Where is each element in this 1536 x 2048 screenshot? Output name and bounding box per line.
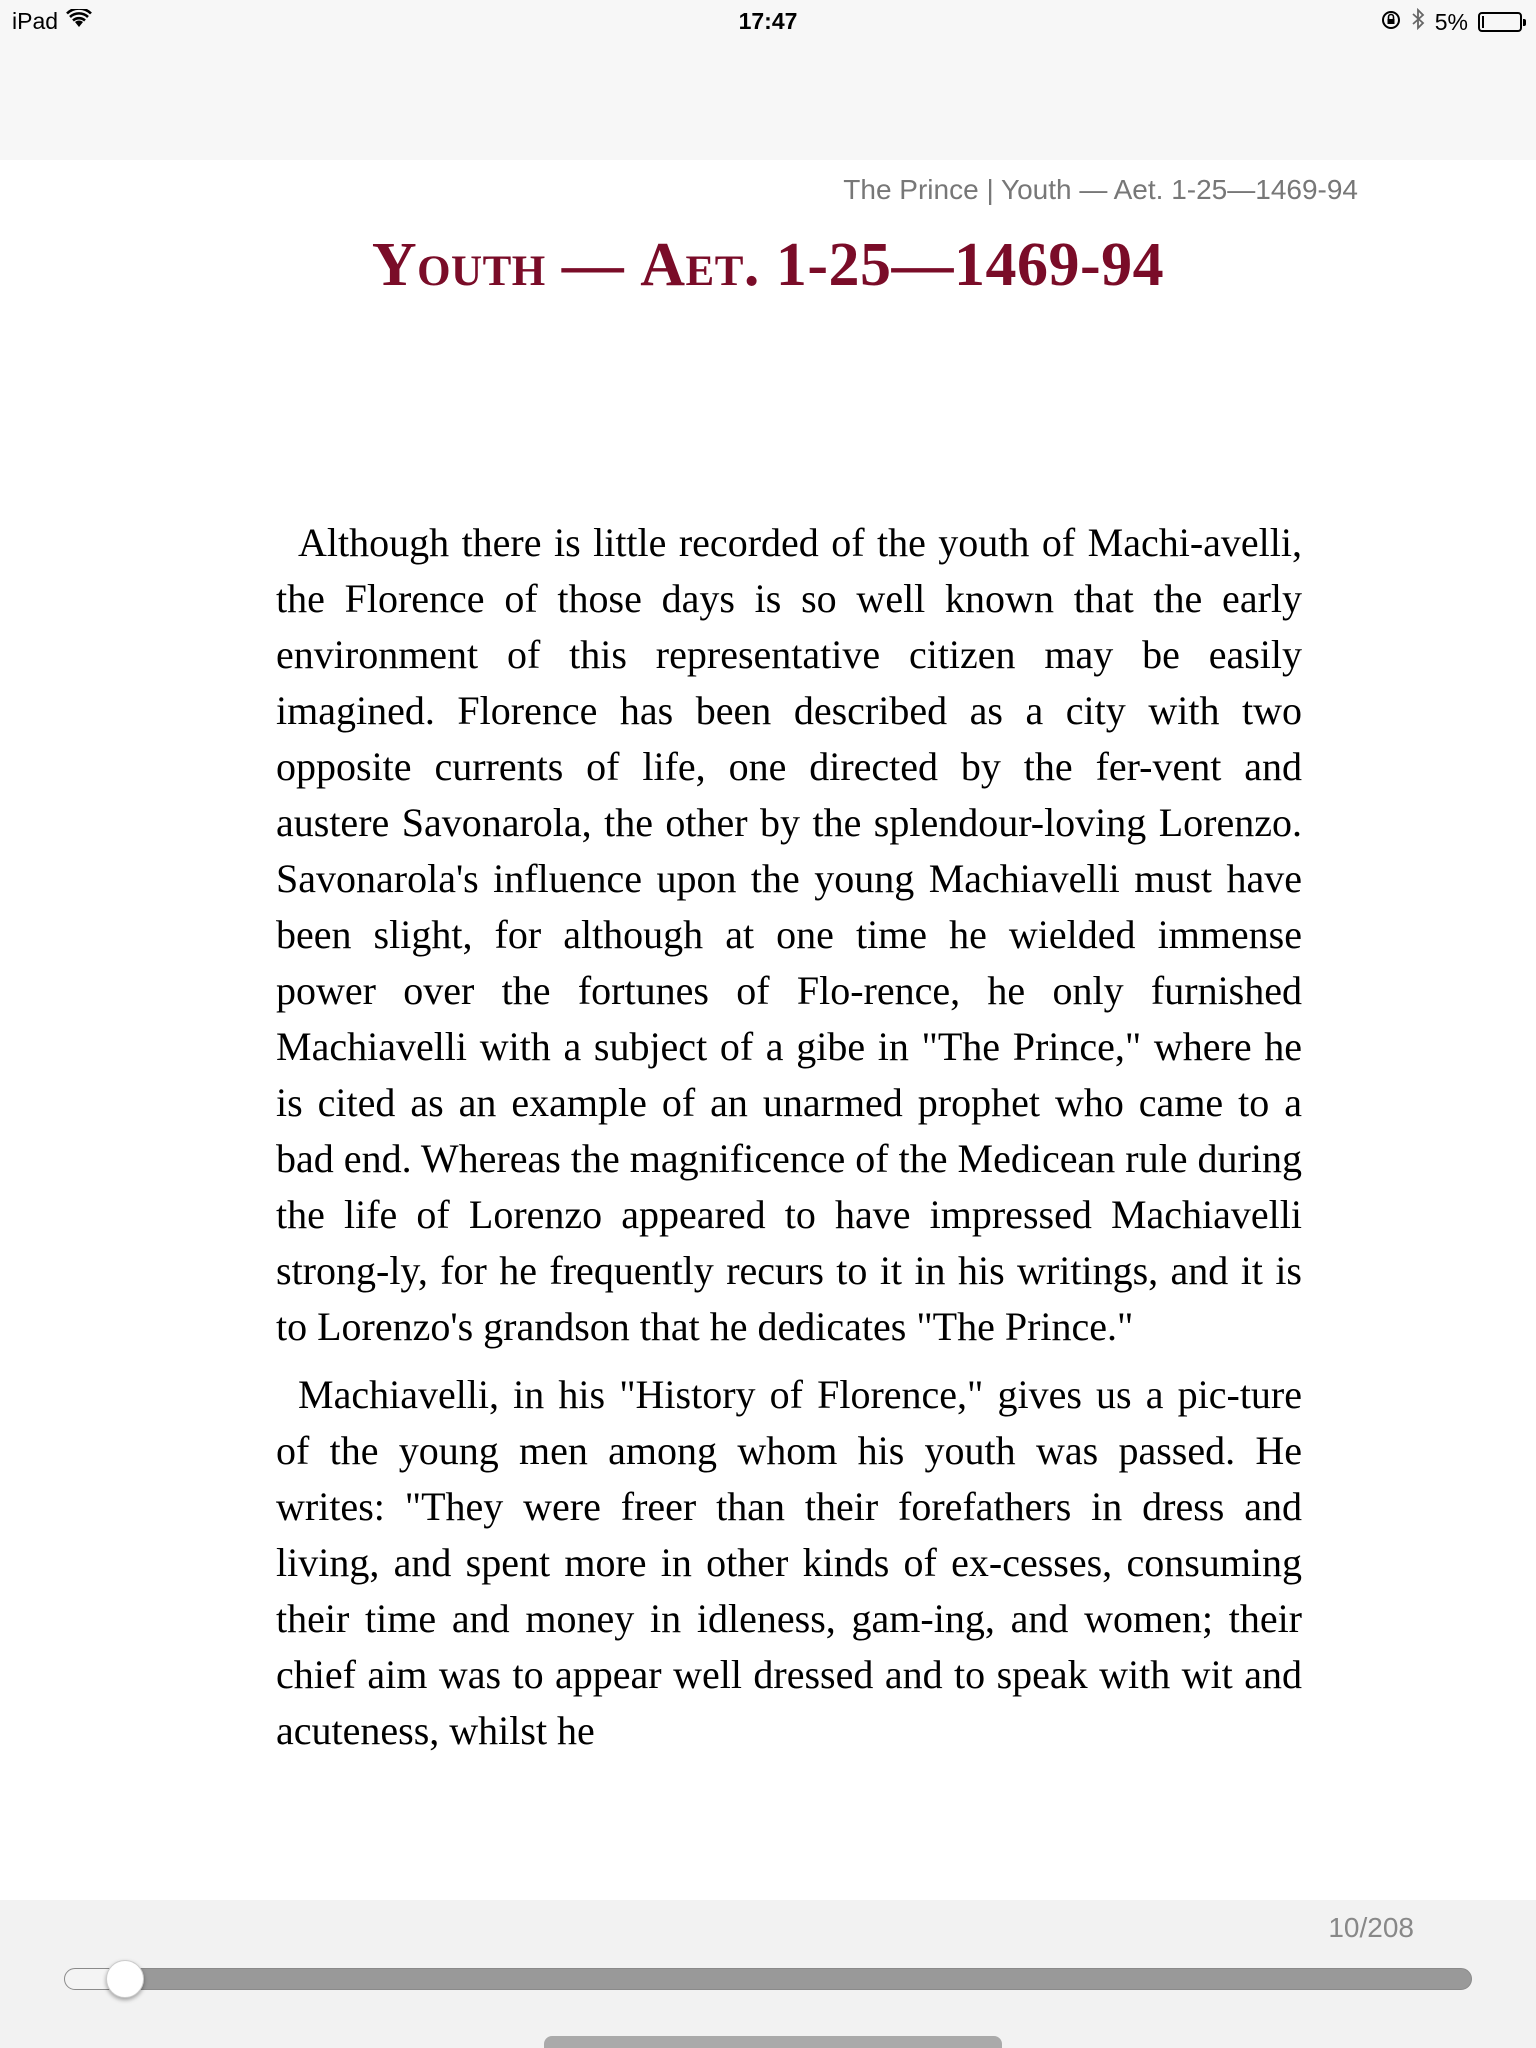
book-page[interactable] — [0, 160, 1536, 1900]
bluetooth-icon — [1411, 8, 1425, 36]
device-name: iPad — [12, 8, 59, 34]
chapter-title — [0, 230, 1536, 301]
running-head: The Prince | Youth — Aet. 1-25—1469-94 — [843, 174, 1358, 205]
rotation-lock-icon — [1381, 9, 1401, 36]
status-bar — [0, 0, 1536, 40]
status-right — [1381, 8, 1522, 36]
paragraph: Machiavelli, in his "History of Florence," gives us a pic-ture of the young men among whom his youth was passed. He writes: "They were freer than their forefathers in dress and living, and spent more in other kinds of ex-cesses, consuming their time and money in idleness, gam-ing, and women; their chief aim was to appear well dressed and to speak with wit and acuteness, whilst he — [276, 1372, 1302, 1753]
chapter-title-part-c: 1-25—1469-94 — [759, 231, 1165, 299]
drawer-handle[interactable] — [544, 2036, 1002, 2048]
chapter-body — [276, 515, 1302, 1771]
page-slider-thumb[interactable] — [106, 1960, 144, 1998]
chapter-title-part-b: Aet. — [640, 231, 760, 299]
battery-percent: 5% — [1434, 8, 1468, 35]
page-navigation-bar — [0, 1900, 1536, 2048]
status-time: 17:47 — [738, 8, 798, 34]
chapter-title-part-a: Youth — [371, 231, 546, 299]
paragraph: Although there is little recorded of the youth of Machi-avelli, the Florence of those days is so well known that the early environment of this representative citizen may be easily imagined. Florence has been described as a city with two opposite currents of life, one directed by the fer-vent and austere Savonarola, the other by the splendour-loving Lorenzo. Savonarola's influence upon the young Machiavelli must have been slight, for although at one time he wielded immense power over the fortunes of Flo-rence, he only furnished Machiavelli with a subject of a gibe in "The Prince," where he is cited as an example of an unarmed prophet who came to a bad end. Whereas the magnificence of the Medicean rule during the life of Lorenzo appeared to have impressed Machiavelli strong-ly, for he frequently recurs to it in his writings, and it is to Lorenzo's grandson that he dedicates "The Prince." — [276, 520, 1302, 1349]
page-slider-track[interactable] — [64, 1968, 1472, 1990]
page-indicator: 10/208 — [1328, 1912, 1414, 1943]
battery-icon — [1478, 12, 1522, 32]
chapter-title-separator: — — [545, 231, 641, 299]
reader-toolbar — [0, 40, 1536, 160]
